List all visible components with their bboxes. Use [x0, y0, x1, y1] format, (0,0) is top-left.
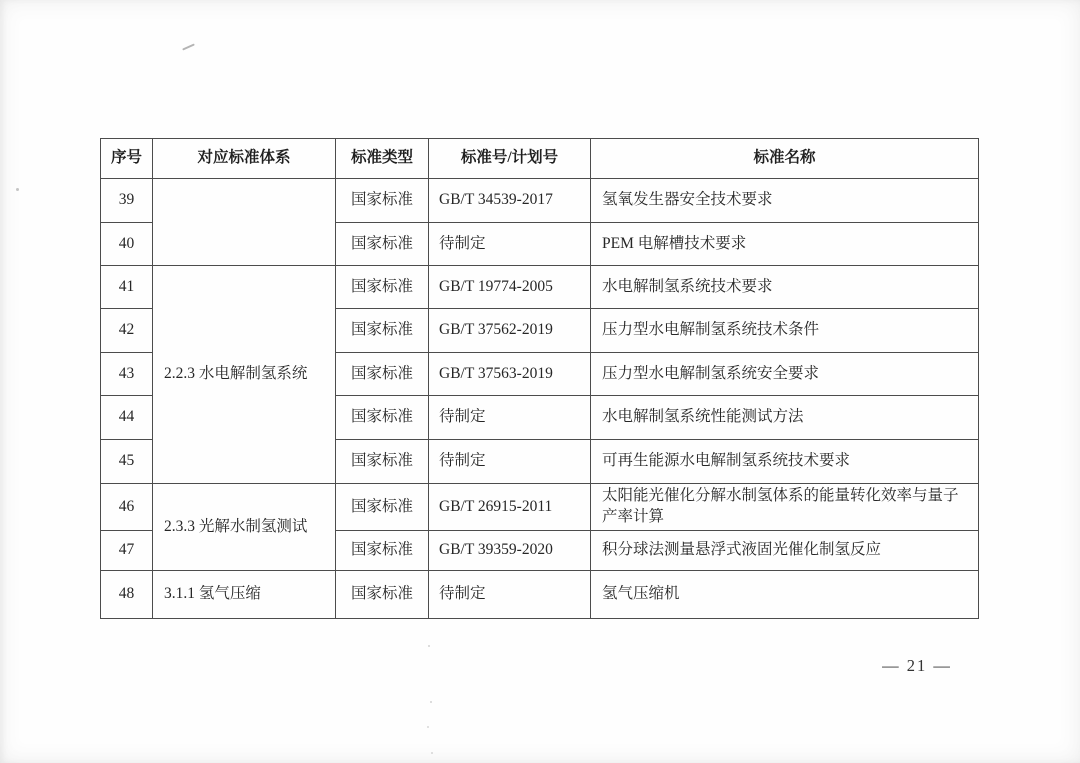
cell-no: 41	[101, 266, 153, 309]
standards-table	[100, 138, 979, 619]
scan-artifact-dash	[182, 43, 195, 50]
header-no: 序号	[101, 139, 153, 179]
cell-code: GB/T 19774-2005	[429, 266, 591, 309]
cell-no: 42	[101, 309, 153, 353]
cell-name: 氢气压缩机	[591, 571, 979, 619]
scan-artifact-dot	[427, 726, 429, 728]
cell-type: 国家标准	[336, 531, 429, 571]
header-system: 对应标准体系	[153, 139, 336, 179]
cell-name: 压力型水电解制氢系统安全要求	[591, 353, 979, 396]
cell-type: 国家标准	[336, 440, 429, 484]
cell-code: GB/T 34539-2017	[429, 179, 591, 223]
table-row	[101, 571, 979, 619]
header-type: 标准类型	[336, 139, 429, 179]
cell-type: 国家标准	[336, 396, 429, 440]
cell-no: 48	[101, 571, 153, 619]
cell-type: 国家标准	[336, 179, 429, 223]
cell-name: 水电解制氢系统技术要求	[591, 266, 979, 309]
cell-type: 国家标准	[336, 266, 429, 309]
cell-type: 国家标准	[336, 309, 429, 353]
cell-type: 国家标准	[336, 353, 429, 396]
scan-artifact-dot	[428, 645, 430, 647]
cell-system: 3.1.1 氢气压缩	[153, 571, 336, 619]
cell-no: 43	[101, 353, 153, 396]
cell-type: 国家标准	[336, 571, 429, 619]
cell-name: 太阳能光催化分解水制氢体系的能量转化效率与量子产率计算	[591, 484, 979, 531]
cell-name: PEM 电解槽技术要求	[591, 223, 979, 266]
cell-no: 46	[101, 484, 153, 531]
cell-code: GB/T 39359-2020	[429, 531, 591, 571]
scan-artifact-dot	[16, 188, 19, 191]
cell-code: 待制定	[429, 223, 591, 266]
scan-artifact-dot	[431, 752, 433, 754]
cell-no: 47	[101, 531, 153, 571]
cell-name: 可再生能源水电解制氢系统技术要求	[591, 440, 979, 484]
cell-code: 待制定	[429, 396, 591, 440]
table-row	[101, 484, 979, 531]
cell-no: 44	[101, 396, 153, 440]
cell-code: GB/T 26915-2011	[429, 484, 591, 531]
cell-system	[153, 179, 336, 266]
cell-name: 水电解制氢系统性能测试方法	[591, 396, 979, 440]
cell-system: 2.2.3 水电解制氢系统	[153, 266, 336, 484]
cell-type: 国家标准	[336, 223, 429, 266]
cell-type: 国家标准	[336, 484, 429, 531]
cell-code: GB/T 37563-2019	[429, 353, 591, 396]
cell-name: 氢氧发生器安全技术要求	[591, 179, 979, 223]
cell-code: 待制定	[429, 440, 591, 484]
cell-no: 40	[101, 223, 153, 266]
table-row	[101, 266, 979, 309]
scan-artifact-dot	[430, 701, 432, 703]
header-code: 标准号/计划号	[429, 139, 591, 179]
cell-name: 压力型水电解制氢系统技术条件	[591, 309, 979, 353]
page-number: — 21 —	[882, 656, 952, 675]
table-row	[101, 179, 979, 223]
cell-no: 45	[101, 440, 153, 484]
cell-no: 39	[101, 179, 153, 223]
table-header-row	[101, 139, 979, 179]
cell-code: GB/T 37562-2019	[429, 309, 591, 353]
cell-code: 待制定	[429, 571, 591, 619]
header-name: 标准名称	[591, 139, 979, 179]
cell-name: 积分球法测量悬浮式液固光催化制氢反应	[591, 531, 979, 571]
cell-system: 2.3.3 光解水制氢测试	[153, 484, 336, 571]
